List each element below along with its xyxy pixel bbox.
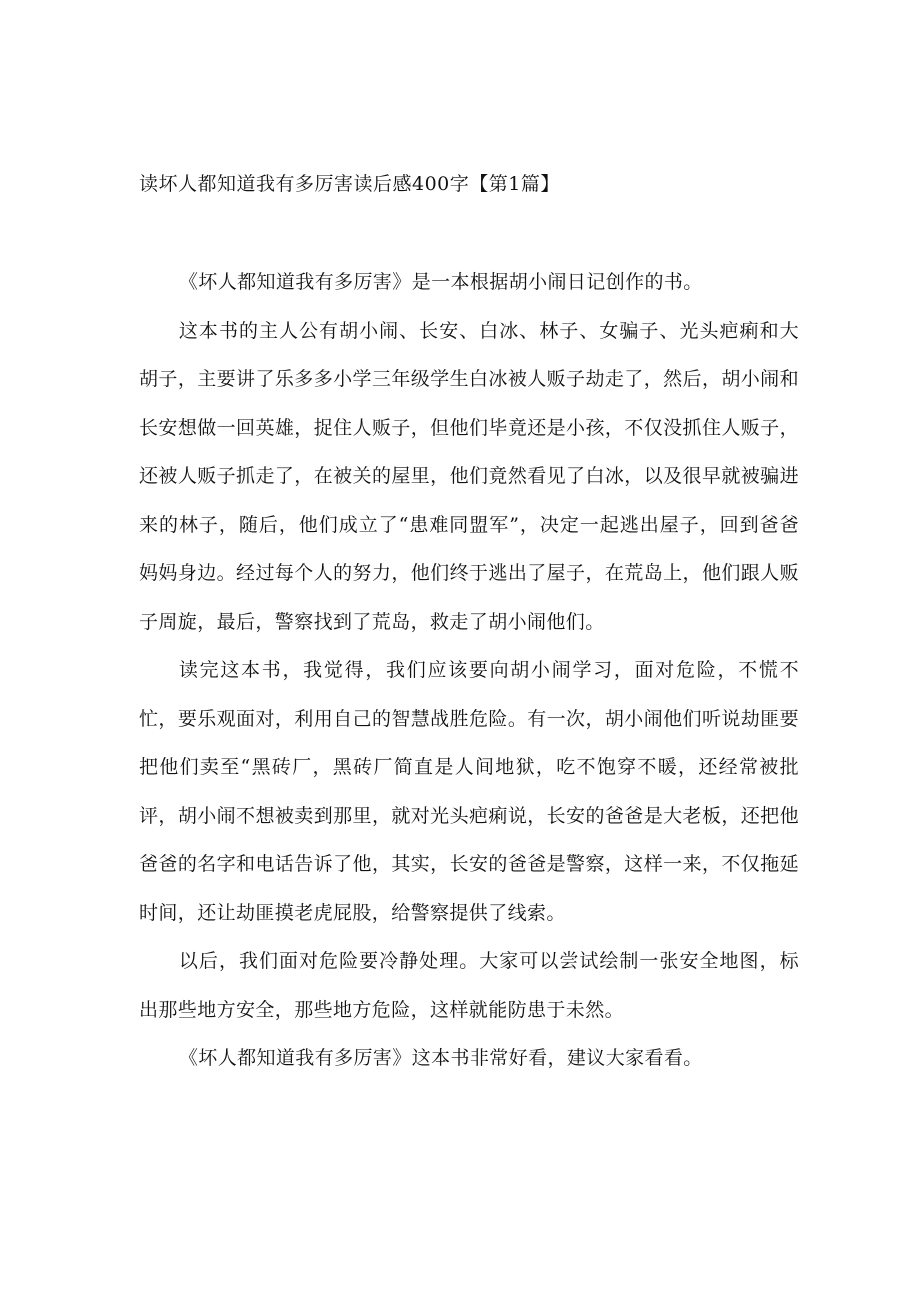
paragraph-reflection: 读完这本书，我觉得，我们应该要向胡小闹学习，面对危险，不慌不忙，要乐观面对，利用自己的智慧战胜危险。有一次，胡小闹他们听说劫匪要把他们卖至“黑砖厂，黑砖厂简直是人间地狱，吃不饱穿不暖，还经常被批评，胡小闹不想被卖到那里，就对光头疤痢说，长安的爸爸是大老板，还把他爸爸的名字和电话告诉了他，其实，长安的爸爸是警察，这样一来，不仅拖延时间，还让劫匪摸老虎屁股，给警察提供了线索。	[139, 659, 799, 924]
paragraph-summary: 这本书的主人公有胡小闹、长安、白冰、林子、女骗子、光头疤痢和大胡子，主要讲了乐多多小学三年级学生白冰被人贩子劫走了，然后，胡小闹和长安想做一回英雄，捉住人贩子，但他们毕竟还是小孩，不仅没抓住人贩子，还被人贩子抓走了，在被关的屋里，他们竟然看见了白冰，以及很早就被骗进来的林子，随后，他们成立了“患难同盟军”，决定一起逃出屋子，回到爸爸妈妈身边。经过每个人的努力，他们终于逃出了屋子，在荒岛上，他们跟人贩子周旋，最后，警察找到了荒岛，救走了胡小闹他们。	[139, 319, 799, 633]
paragraph-lesson: 以后，我们面对危险要冷静处理。大家可以尝试绘制一张安全地图，标出那些地方安全，那些地方危险，这样就能防患于未然。	[139, 950, 799, 1021]
paragraph-recommendation: 《坏人都知道我有多厉害》这本书非常好看，建议大家看看。	[178, 1047, 703, 1069]
document-body	[139, 258, 799, 1083]
paragraph-intro: 《坏人都知道我有多厉害》是一本根据胡小闹日记创作的书。	[178, 271, 703, 293]
document-title: 读坏人都知道我有多厉害读后感400字【第1篇】	[139, 173, 560, 195]
